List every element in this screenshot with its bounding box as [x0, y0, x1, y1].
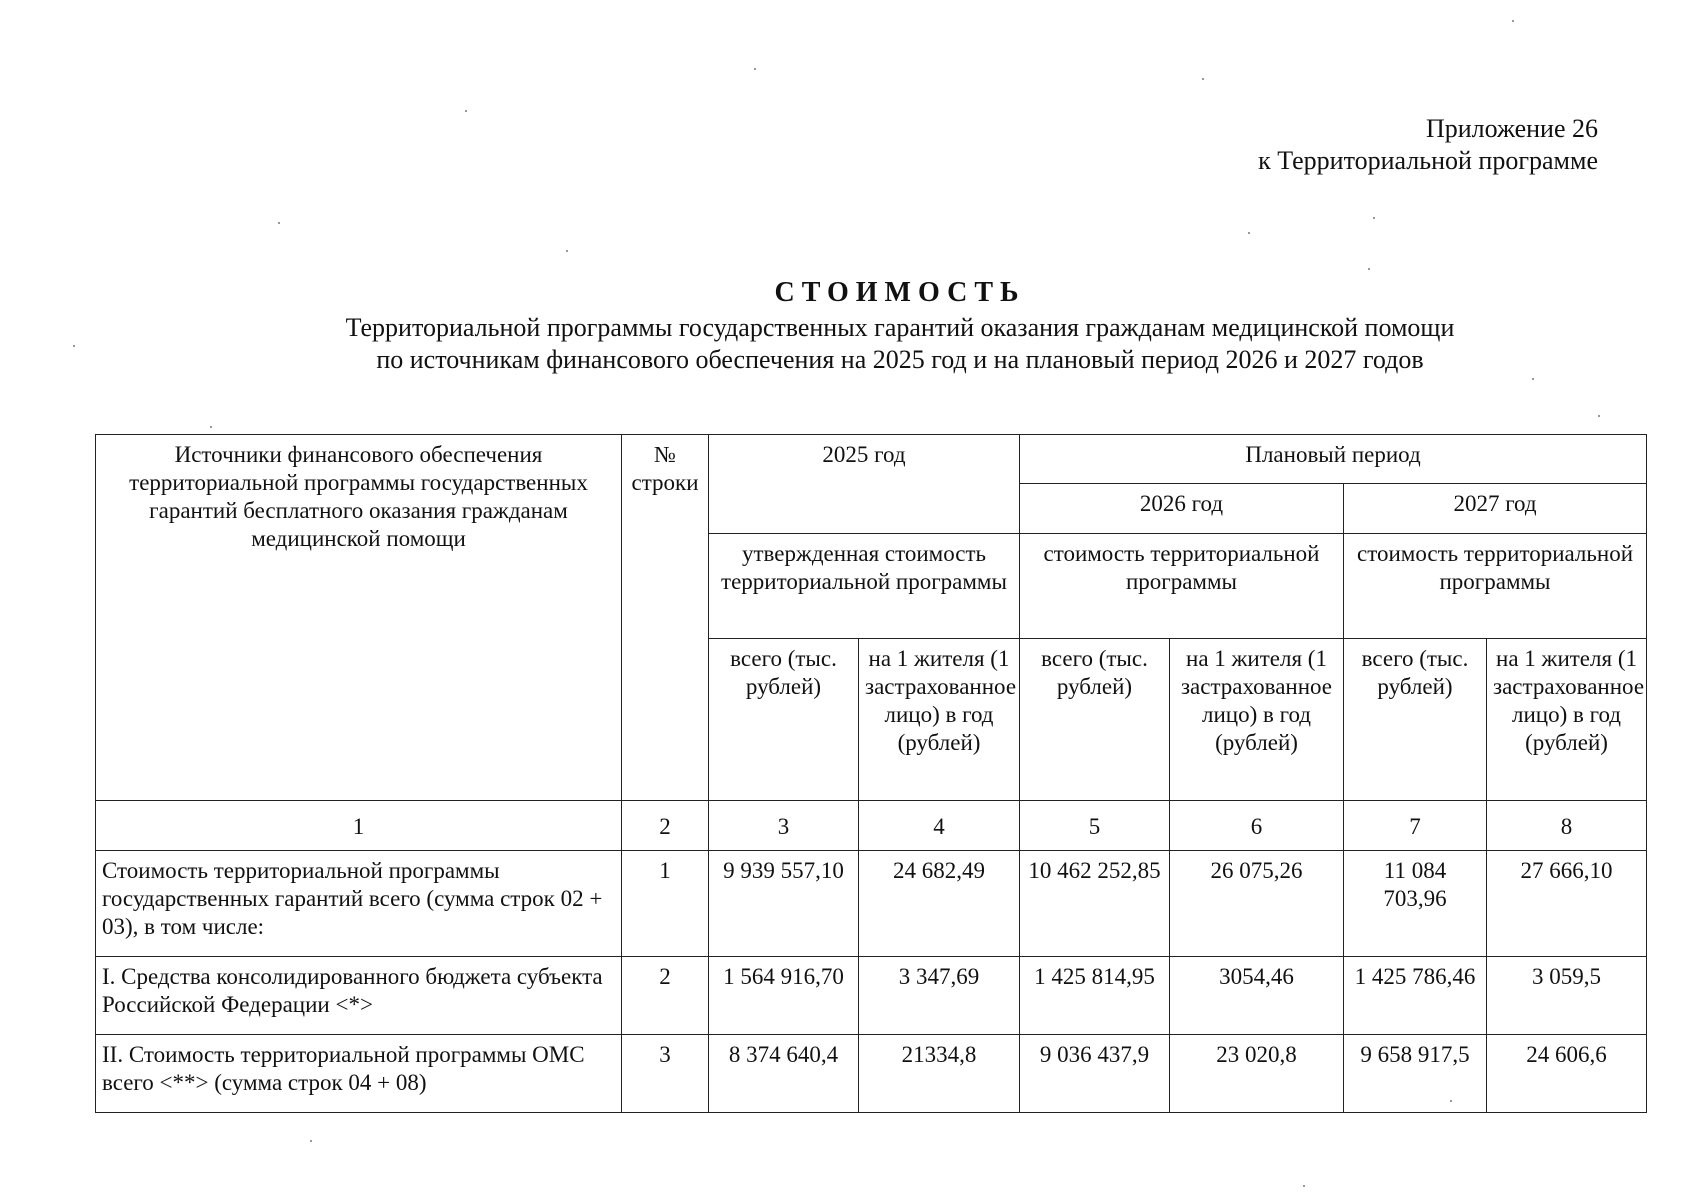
header-cost-2026: стоимость территориальной программы — [1020, 534, 1344, 639]
column-number: 4 — [859, 801, 1020, 851]
header-per-capita-2025: на 1 жителя (1 застрахованное лицо) в год (рублей) — [859, 639, 1020, 801]
header-planned-period: Плановый период — [1020, 435, 1647, 484]
header-total-2026: всего (тыс. рублей) — [1020, 639, 1170, 801]
column-number: 7 — [1344, 801, 1487, 851]
scan-speck — [1248, 232, 1250, 234]
table-row — [96, 957, 1647, 1035]
row-total-2025: 9 939 557,10 — [709, 851, 859, 957]
scan-speck — [1303, 1185, 1305, 1187]
scan-speck — [310, 1140, 312, 1142]
title-line-1: Территориальной программы государственных гарантий оказания гражданам медицинской помощи — [345, 313, 1455, 342]
row-per-capita-2027: 24 606,6 — [1487, 1035, 1647, 1113]
header-cost-2027: стоимость территориальной программы — [1344, 534, 1647, 639]
row-per-capita-2026: 3054,46 — [1170, 957, 1344, 1035]
row-total-2026: 10 462 252,85 — [1020, 851, 1170, 957]
scan-speck — [566, 250, 568, 252]
header-row-number: № строки — [622, 435, 709, 801]
row-source: II. Стоимость территориальной программы ОМС всего <**> (сумма строк 04 + 08) — [96, 1035, 622, 1113]
scan-speck — [1373, 217, 1375, 219]
row-per-capita-2026: 23 020,8 — [1170, 1035, 1344, 1113]
appendix-reference: к Территориальной программе — [1258, 146, 1598, 175]
row-per-capita-2025: 24 682,49 — [859, 851, 1020, 957]
scan-speck — [1532, 378, 1534, 380]
scan-speck — [210, 426, 212, 428]
header-sources: Источники финансового обеспечения территориальной программы государственных гарантий бесплатного оказания гражданам медицинской помощи — [96, 435, 622, 801]
row-total-2027: 1 425 786,46 — [1344, 957, 1487, 1035]
column-number: 8 — [1487, 801, 1647, 851]
row-total-2026: 1 425 814,95 — [1020, 957, 1170, 1035]
row-per-capita-2025: 3 347,69 — [859, 957, 1020, 1035]
row-total-2027: 11 084 703,96 — [1344, 851, 1487, 957]
row-per-capita-2027: 27 666,10 — [1487, 851, 1647, 957]
header-year-2027: 2027 год — [1344, 484, 1647, 534]
row-total-2025: 8 374 640,4 — [709, 1035, 859, 1113]
row-number: 2 — [622, 957, 709, 1035]
column-number: 6 — [1170, 801, 1344, 851]
row-per-capita-2026: 26 075,26 — [1170, 851, 1344, 957]
header-row-1 — [96, 435, 1647, 484]
row-source: I. Средства консолидированного бюджета субъекта Российской Федерации <*> — [96, 957, 622, 1035]
scan-speck — [1202, 78, 1204, 80]
document-title — [180, 276, 1620, 376]
column-number: 1 — [96, 801, 622, 851]
column-numbers-row — [96, 801, 1647, 851]
table-row — [96, 851, 1647, 957]
row-per-capita-2027: 3 059,5 — [1487, 957, 1647, 1035]
scan-speck — [1450, 1100, 1452, 1102]
scan-speck — [278, 222, 280, 224]
row-source: Стоимость территориальной программы государственных гарантий всего (сумма строк 02 + 03), в том числе: — [96, 851, 622, 957]
table-row — [96, 1035, 1647, 1113]
header-total-2027: всего (тыс. рублей) — [1344, 639, 1487, 801]
header-year-2026: 2026 год — [1020, 484, 1344, 534]
row-total-2026: 9 036 437,9 — [1020, 1035, 1170, 1113]
row-total-2025: 1 564 916,70 — [709, 957, 859, 1035]
scan-speck — [754, 68, 756, 70]
column-number: 3 — [709, 801, 859, 851]
header-approved-cost: утвержденная стоимость территориальной программы — [709, 534, 1020, 639]
row-number: 3 — [622, 1035, 709, 1113]
header-per-capita-2026: на 1 жителя (1 застрахованное лицо) в год (рублей) — [1170, 639, 1344, 801]
scan-speck — [73, 345, 75, 347]
title-main: СТОИМОСТЬ — [774, 277, 1026, 308]
row-total-2027: 9 658 917,5 — [1344, 1035, 1487, 1113]
header-total-2025: всего (тыс. рублей) — [709, 639, 859, 801]
appendix-number: Приложение 26 — [1425, 114, 1598, 143]
scan-speck — [465, 110, 467, 112]
scan-speck — [1512, 20, 1514, 22]
scan-speck — [1368, 268, 1370, 270]
row-number: 1 — [622, 851, 709, 957]
header-year-2025: 2025 год — [709, 435, 1020, 534]
title-line-2: по источникам финансового обеспечения на 2025 год и на плановый период 2026 и 2027 годов — [376, 345, 1424, 374]
column-number: 5 — [1020, 801, 1170, 851]
header-per-capita-2027: на 1 жителя (1 застрахованное лицо) в год (рублей) — [1487, 639, 1647, 801]
row-per-capita-2025: 21334,8 — [859, 1035, 1020, 1113]
cost-table — [95, 434, 1647, 1113]
scan-speck — [1598, 415, 1600, 417]
appendix-header — [1258, 113, 1598, 177]
column-number: 2 — [622, 801, 709, 851]
